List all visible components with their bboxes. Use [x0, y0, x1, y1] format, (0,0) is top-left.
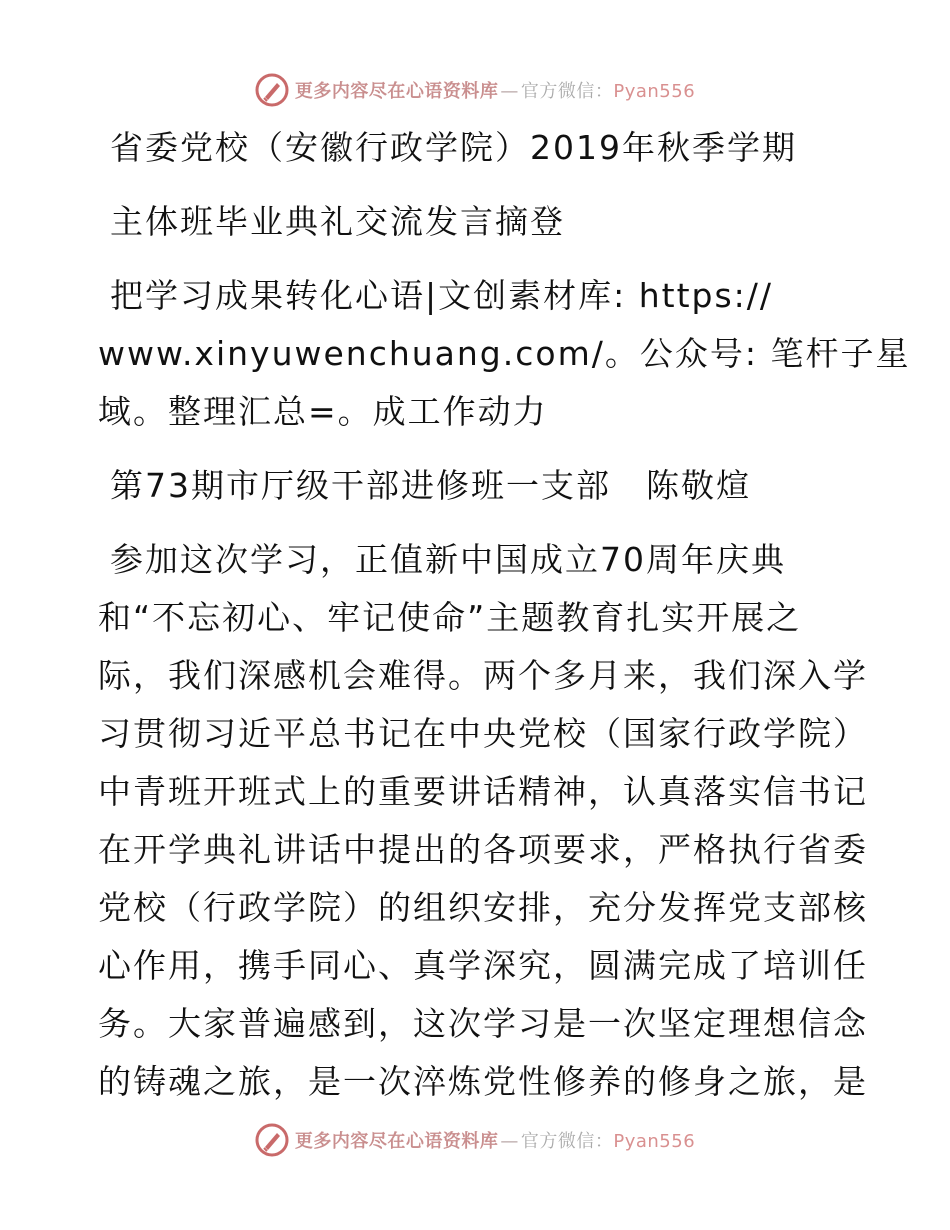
watermark-account-id: Pyan556 [613, 1131, 696, 1152]
watermark-header [0, 70, 950, 110]
body-line: 党校（行政学院）的组织安排，充分发挥党支部核 [98, 888, 868, 927]
document-title-line-1: 省委党校（安徽行政学院）2019年秋季学期 [110, 128, 797, 167]
watermark-official-label: 官方微信： [520, 1131, 614, 1152]
notice-line-3: 域。整理汇总=。成工作动力 [98, 392, 548, 431]
body-line: 中青班开班式上的重要讲话精神，认真落实信书记 [98, 772, 868, 811]
watermark-footer [0, 1120, 950, 1160]
body-line: 的铸魂之旅，是一次淬炼党性修养的修身之旅，是 [98, 1062, 868, 1101]
watermark-separator: — [500, 1131, 519, 1152]
body-line: 在开学典礼讲话中提出的各项要求，严格执行省委 [98, 830, 868, 869]
body-line: 参加这次学习，正值新中国成立70周年庆典 [110, 540, 786, 579]
watermark-official-label: 官方微信： [520, 81, 614, 102]
body-line: 务。大家普遍感到，这次学习是一次坚定理想信念 [98, 1004, 868, 1043]
document-title-line-2: 主体班毕业典礼交流发言摘登 [110, 202, 565, 241]
body-line: 和“不忘初心、牢记使命”主题教育扎实开展之 [98, 598, 802, 637]
brand-logo-icon [255, 73, 289, 107]
brand-logo-icon [255, 1123, 289, 1157]
notice-line-1: 把学习成果转化心语|文创素材库: https:// [110, 276, 774, 315]
body-line: 习贯彻习近平总书记在中央党校（国家行政学院） [98, 714, 868, 753]
watermark-text [295, 1127, 695, 1153]
body-line: 际，我们深感机会难得。两个多月来，我们深入学 [98, 656, 868, 695]
body-line: 心作用，携手同心、真学深究，圆满完成了培训任 [98, 946, 868, 985]
watermark-separator: — [500, 81, 519, 102]
notice-line-2: www.xinyuwenchuang.com/。公众号: 笔杆子星 [98, 334, 911, 373]
speaker-line: 第73期市厅级干部进修班一支部 陈敬煊 [110, 466, 751, 505]
watermark-brand: 更多内容尽在心语资料库 [294, 81, 499, 102]
watermark-account-id: Pyan556 [613, 81, 696, 102]
watermark-brand: 更多内容尽在心语资料库 [294, 1131, 499, 1152]
watermark-text [295, 77, 695, 103]
